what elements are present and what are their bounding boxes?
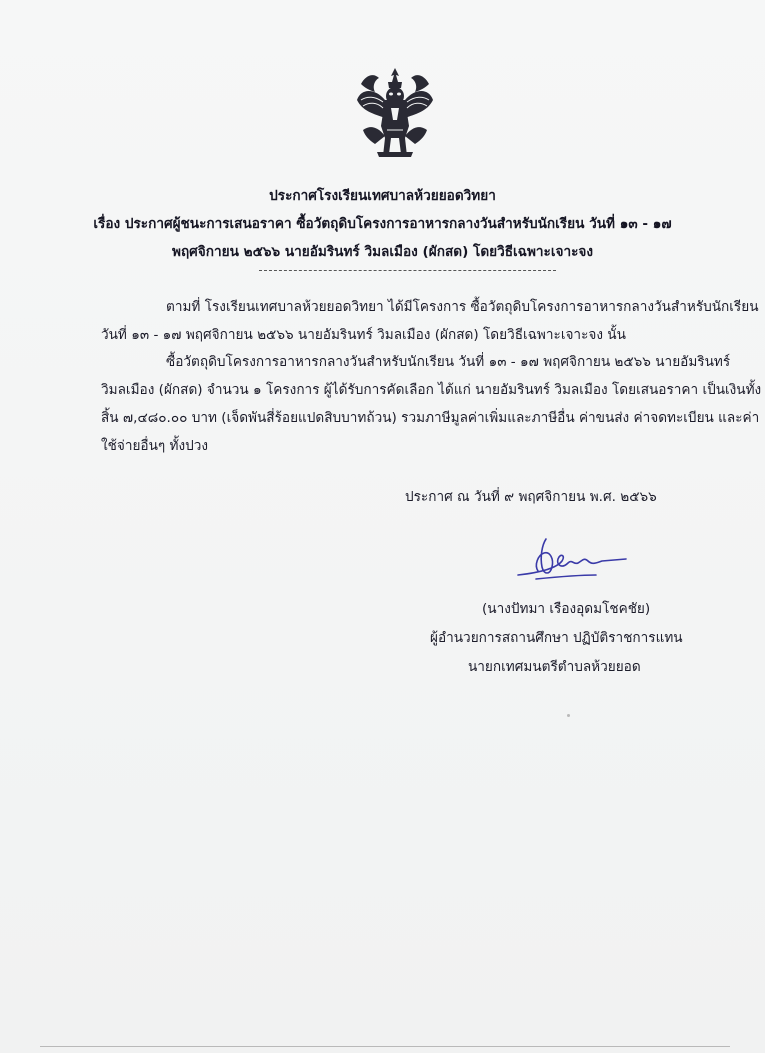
paragraph-1-line-2: วันที่ ๑๓ - ๑๗ พฤศจิกายน ๒๕๖๖ นายอัมรินทร์ วิมลเมือง (ผักสด) โดยวิธีเฉพาะเจาะจง นั้น	[101, 327, 626, 343]
paragraph-2-line-4: ใช้จ่ายอื่นๆ ทั้งปวง	[101, 438, 209, 454]
signatory-name: (นางปัทมา เรืองอุดมโชคชัย)	[482, 601, 651, 617]
paragraph-2-line-3: สิ้น ๗,๔๘๐.๐๐ บาท (เจ็ดพันสี่ร้อยแปดสิบบาทถ้วน) รวมภาษีมูลค่าเพิ่มและภาษีอื่น ค่าขนส่ง ค่าจดทะเบียน และค่า	[101, 410, 760, 426]
signatory-position-line-1: ผู้อำนวยการสถานศึกษา ปฏิบัติราชการแทน	[430, 630, 683, 646]
subject-line-2: พฤศจิกายน ๒๕๖๖ นายอัมรินทร์ วิมลเมือง (ผักสด) โดยวิธีเฉพาะเจาะจง	[171, 244, 593, 260]
signatory-position-line-2: นายกเทศมนตรีตำบลห้วยยอด	[468, 659, 641, 675]
handwritten-signature	[516, 535, 628, 583]
paragraph-2-line-2: วิมลเมือง (ผักสด) จำนวน ๑ โครงการ ผู้ได้รับการคัดเลือก ได้แก่ นายอัมรินทร์ วิมลเมือง โดยเสนอราคา เป็นเงินทั้ง	[101, 382, 762, 398]
subject-line-1: เรื่อง ประกาศผู้ชนะการเสนอราคา ซื้อวัตถุดิบโครงการอาหารกลางวันสำหรับนักเรียน วันที่ ๑๓ - ๑๗	[93, 216, 672, 232]
announcement-title: ประกาศโรงเรียนเทศบาลห้วยยอดวิทยา	[269, 188, 496, 204]
paragraph-1-line-1: ตามที่ โรงเรียนเทศบาลห้วยยอดวิทยา ได้มีโครงการ ซื้อวัตถุดิบโครงการอาหารกลางวันสำหรับนักเรียน	[166, 299, 759, 315]
header-divider	[259, 270, 556, 271]
scan-bottom-edge	[40, 1046, 730, 1047]
garuda-emblem-icon	[355, 66, 435, 158]
scan-speck	[567, 714, 570, 717]
announcement-date: ประกาศ ณ วันที่ ๙ พฤศจิกายน พ.ศ. ๒๕๖๖	[405, 489, 657, 505]
paragraph-2-line-1: ซื้อวัตถุดิบโครงการอาหารกลางวันสำหรับนักเรียน วันที่ ๑๓ - ๑๗ พฤศจิกายน ๒๕๖๖ นายอัมรินทร์	[166, 354, 731, 370]
